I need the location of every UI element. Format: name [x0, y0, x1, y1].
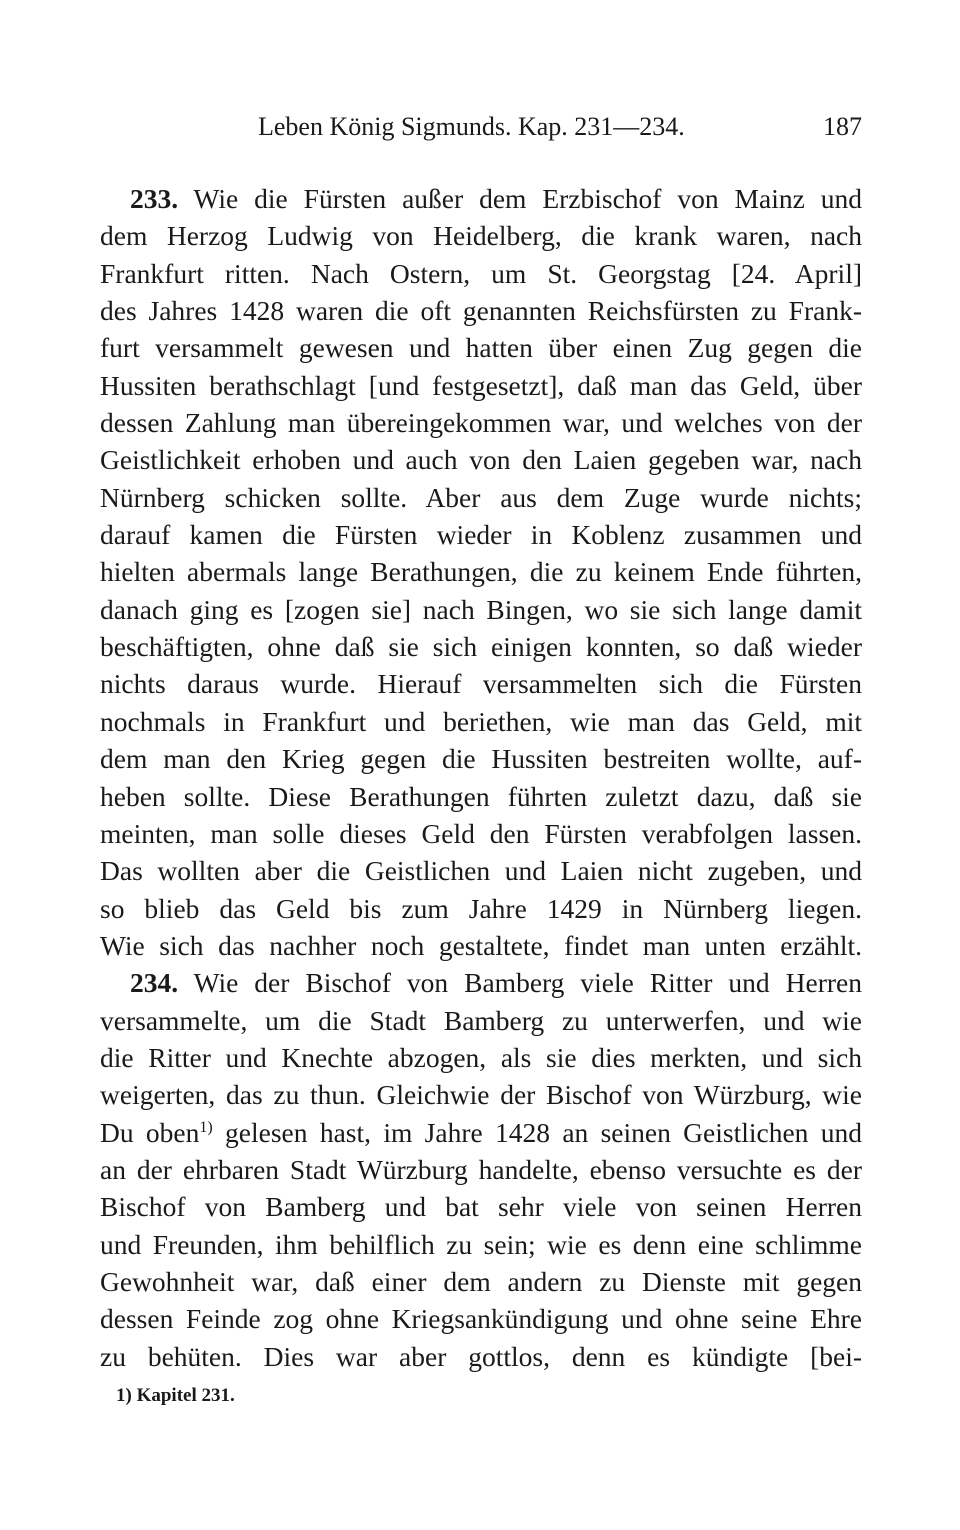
page-body	[100, 180, 862, 1375]
line-text: hielten abermals lange Berathungen, die zu keinem Ende führten,	[100, 556, 862, 588]
text-line	[100, 255, 862, 292]
text-line	[100, 1226, 862, 1263]
section-heading-line	[100, 180, 862, 217]
text-line	[100, 591, 862, 628]
line-text: und Freunden, ihm behilflich zu sein; wie es denn eine schlimme	[100, 1228, 862, 1260]
text-line	[100, 1300, 862, 1337]
line-text: gelesen hast, im Jahre 1428 an seinen Geistlichen und	[212, 1116, 862, 1148]
line-text: an der ehrbaren Stadt Würzburg handelte, ebenso versuchte es der	[100, 1153, 862, 1185]
line-text: des Jahres 1428 waren die oft genannten Reichsfürsten zu Frank-	[100, 295, 862, 327]
text-line	[100, 1039, 862, 1076]
text-line	[100, 553, 862, 590]
footnote-ref: 1)	[199, 1118, 213, 1136]
text-line	[100, 665, 862, 702]
line-text: furt versammelt gewesen und hatten über einen Zug gegen die	[100, 332, 862, 364]
text-line	[100, 890, 862, 927]
text-line	[100, 1002, 862, 1039]
line-text: zu behüten. Dies war aber gottlos, denn es kündigte [bei-	[100, 1340, 862, 1372]
line-text: dessen Feinde zog ohne Kriegsankündigung und ohne seine Ehre	[100, 1303, 862, 1335]
line-text: meinten, man solle dieses Geld den Fürsten verabfolgen lassen.	[100, 817, 862, 849]
text-line	[100, 778, 862, 815]
line-text: dem Herzog Ludwig von Heidelberg, die krank waren, nach	[100, 220, 862, 252]
line-text: versammelte, um die Stadt Bamberg zu unterwerfen, und wie	[100, 1004, 862, 1036]
line-text: nochmals in Frankfurt und beriethen, wie man das Geld, mit	[100, 705, 862, 737]
running-header	[258, 112, 862, 148]
line-text: so blieb das Geld bis zum Jahre 1429 in Nürnberg liegen.	[100, 892, 862, 924]
section-number: 233.	[130, 183, 179, 214]
line-text: Wie die Fürsten außer dem Erzbischof von Mainz und	[193, 183, 862, 214]
text-line	[100, 441, 862, 478]
text-line	[100, 628, 862, 665]
line-text: Nürnberg schicken sollte. Aber aus dem Zuge wurde nichts;	[100, 481, 862, 513]
text-line	[100, 1188, 862, 1225]
page-number: 187	[823, 112, 862, 141]
text-line	[100, 1338, 862, 1375]
line-text: Hussiten berathschlagt [und festgesetzt], daß man das Geld, über	[100, 369, 862, 401]
text-line	[100, 479, 862, 516]
line-text: dem man den Krieg gegen die Hussiten bestreiten wollte, auf-	[100, 743, 862, 775]
line-text: Wie sich das nachher noch gestaltete, findet man unten erzählt.	[100, 929, 862, 961]
line-text: Wie der Bischof von Bamberg viele Ritter und Herren	[193, 967, 862, 999]
line-text: die Ritter und Knechte abzogen, als sie dies merkten, und sich	[100, 1041, 862, 1073]
line-text: darauf kamen die Fürsten wieder in Koblenz zusammen und	[100, 519, 862, 551]
text-line	[100, 1151, 862, 1188]
text-line	[100, 292, 862, 329]
line-text: weigerten, das zu thun. Gleichwie der Bischof von Würzburg, wie	[100, 1079, 862, 1111]
line-text: Das wollten aber die Geistlichen und Laien nicht zugeben, und	[100, 855, 862, 887]
section-number: 234.	[130, 967, 179, 999]
line-text: Bischof von Bamberg und bat sehr viele von seinen Herren	[100, 1191, 862, 1223]
text-line	[100, 516, 862, 553]
text-line	[100, 740, 862, 777]
text-line	[100, 703, 862, 740]
section-heading-line	[100, 964, 862, 1001]
line-text: Geistlichkeit erhoben und auch von den Laien gegeben war, nach	[100, 444, 862, 476]
line-text: heben sollte. Diese Berathungen führten zuletzt dazu, daß sie	[100, 780, 862, 812]
text-line	[100, 815, 862, 852]
text-line	[100, 217, 862, 254]
text-line	[100, 1263, 862, 1300]
line-text: Gewohnheit war, daß einer dem andern zu Dienste mit gegen	[100, 1265, 862, 1297]
text-line	[100, 927, 862, 964]
line-text: Du oben	[100, 1116, 200, 1148]
line-text: dessen Zahlung man übereingekommen war, und welches von der	[100, 407, 862, 439]
line-text: Frankfurt ritten. Nach Ostern, um St. Georgstag [24. April]	[100, 257, 862, 289]
text-line	[100, 329, 862, 366]
line-text: danach ging es [zogen sie] nach Bingen, wo sie sich lange damit	[100, 593, 862, 625]
text-line	[100, 1076, 862, 1113]
text-line	[100, 404, 862, 441]
line-text: beschäftigten, ohne daß sie sich einigen konnten, so daß wieder	[100, 631, 862, 663]
footnote: 1) Kapitel 231.	[116, 1385, 235, 1406]
running-title: Leben König Sigmunds. Kap. 231—234.	[258, 112, 685, 141]
line-text: nichts daraus wurde. Hierauf versammelten sich die Fürsten	[100, 668, 862, 700]
text-line	[100, 1114, 862, 1151]
text-line	[100, 852, 862, 889]
text-line	[100, 367, 862, 404]
